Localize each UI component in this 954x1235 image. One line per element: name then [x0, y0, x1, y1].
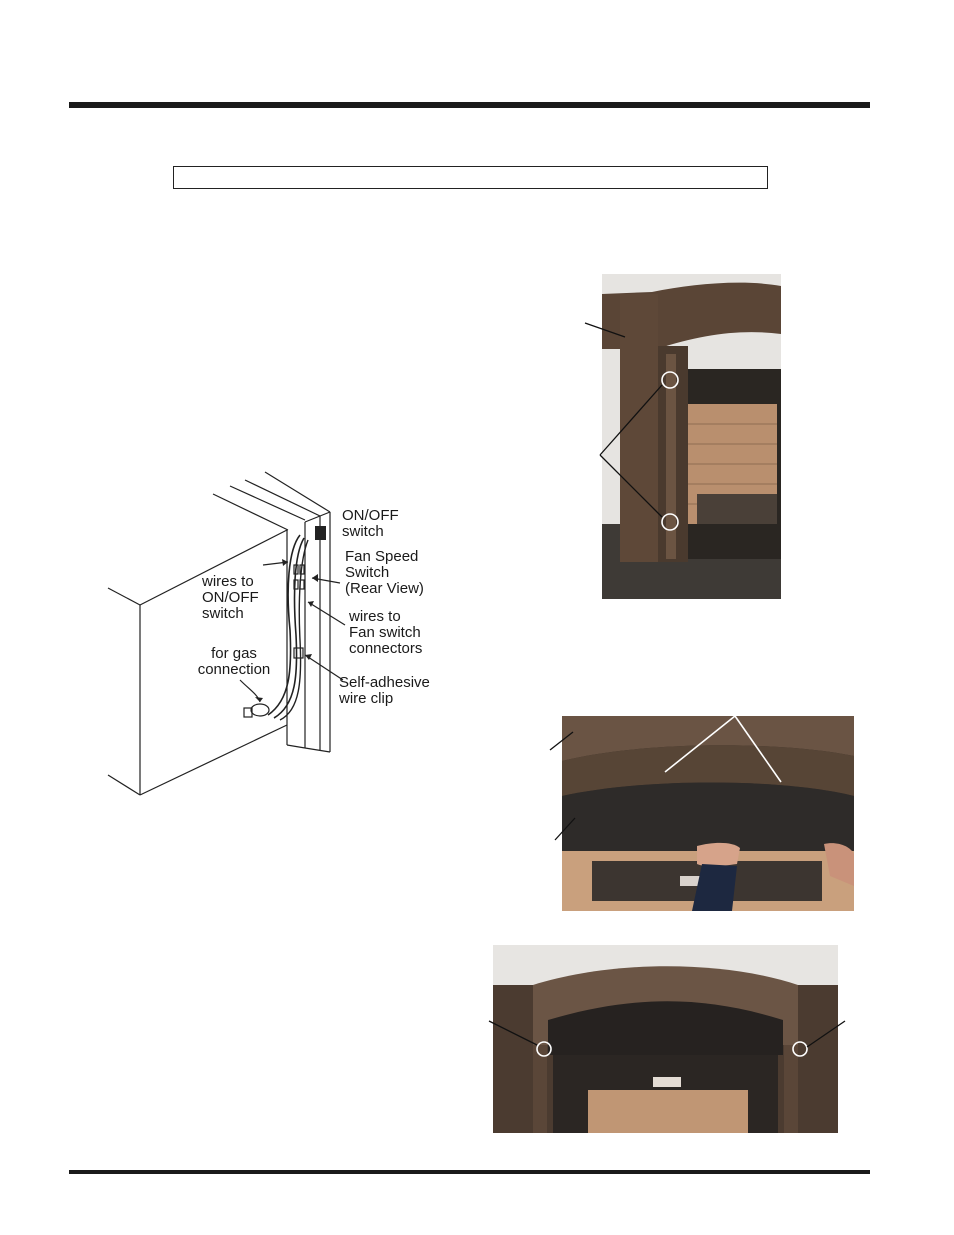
- photo-1-leaders: [580, 315, 670, 525]
- gas-connection-label: for gas connection: [197, 645, 271, 678]
- wires-to-fan-label: wires to Fan switch connectors: [349, 608, 423, 657]
- footer-rule: [69, 1170, 870, 1174]
- fan-speed-switch-label: Fan Speed Switch (Rear View): [345, 548, 424, 597]
- wires-to-on-off-label: wires to ON/OFF switch: [202, 573, 259, 622]
- header-rule: [69, 102, 870, 108]
- wire-clip-label: Self-adhesive wire clip: [339, 674, 430, 707]
- photo-2-leaders: [545, 710, 785, 860]
- photo-3-leaders: [485, 1015, 855, 1065]
- on-off-switch-label: ON/OFF switch: [342, 507, 399, 540]
- section-title-box: [173, 166, 768, 189]
